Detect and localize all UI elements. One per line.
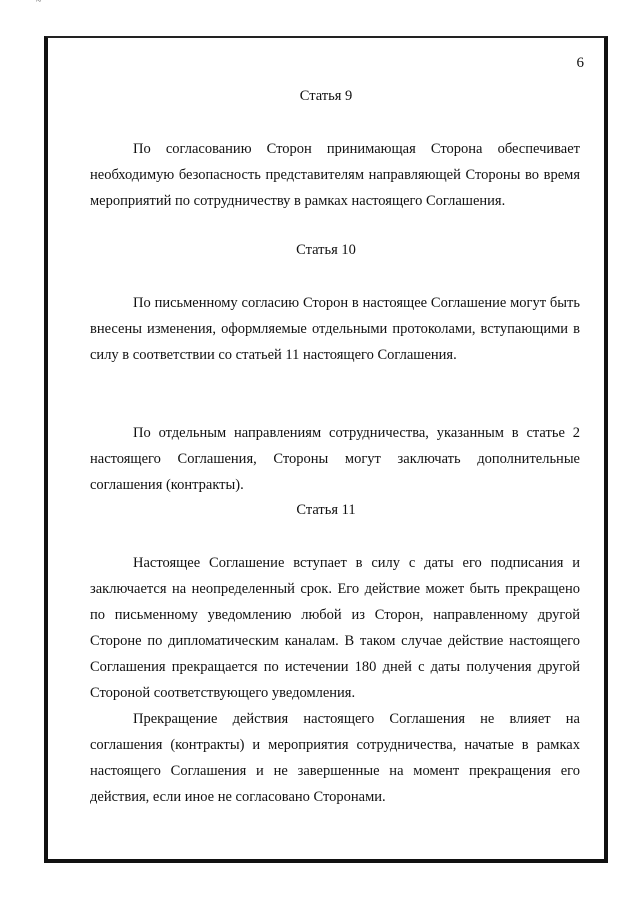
stray-mark: ~	[36, 0, 42, 7]
article-9-heading: Статья 9	[299, 88, 353, 104]
article-10-heading: Статья 10	[296, 242, 356, 258]
article-10-paragraph-2: По отдельным направлениям сотрудничества, указанным в статье 2 настоящего Соглашения, Стороны могут заключать дополнительные соглашения (контракты).	[90, 425, 580, 493]
page-number: 6	[576, 55, 584, 71]
article-11-heading: Статья 11	[296, 502, 356, 518]
article-9-paragraph-1: По согласованию Сторон принимающая Сторона обеспечивает необходимую безопасность представителям направляющей Стороны во время мероприятий по сотрудничеству в рамках настоящего Соглашения.	[90, 141, 580, 209]
article-11-paragraph-2: Прекращение действия настоящего Соглашения не влияет на соглашения (контракты) и мероприятия сотрудничества, начатые в рамках настоящего Соглашения и не завершенные на момент прекращения его действия, если иное не согласовано Сторонами.	[90, 711, 580, 805]
article-11-paragraph-1: Настоящее Соглашение вступает в силу с даты его подписания и заключается на неопределенный срок. Его действие может быть прекращено по письменному уведомлению любой из Сторон, направленному другой Стороне по дипломатическим каналам. В таком случае действие настоящего Соглашения прекращается по истечении 180 дней с даты получения другой Стороной соответствующего уведомления.	[90, 555, 580, 701]
article-10-paragraph-1: По письменному согласию Сторон в настоящее Соглашение могут быть внесены изменения, оформляемые отдельными протоколами, вступающими в силу в соответствии со статьей 11 настоящего Соглашения.	[90, 295, 580, 363]
